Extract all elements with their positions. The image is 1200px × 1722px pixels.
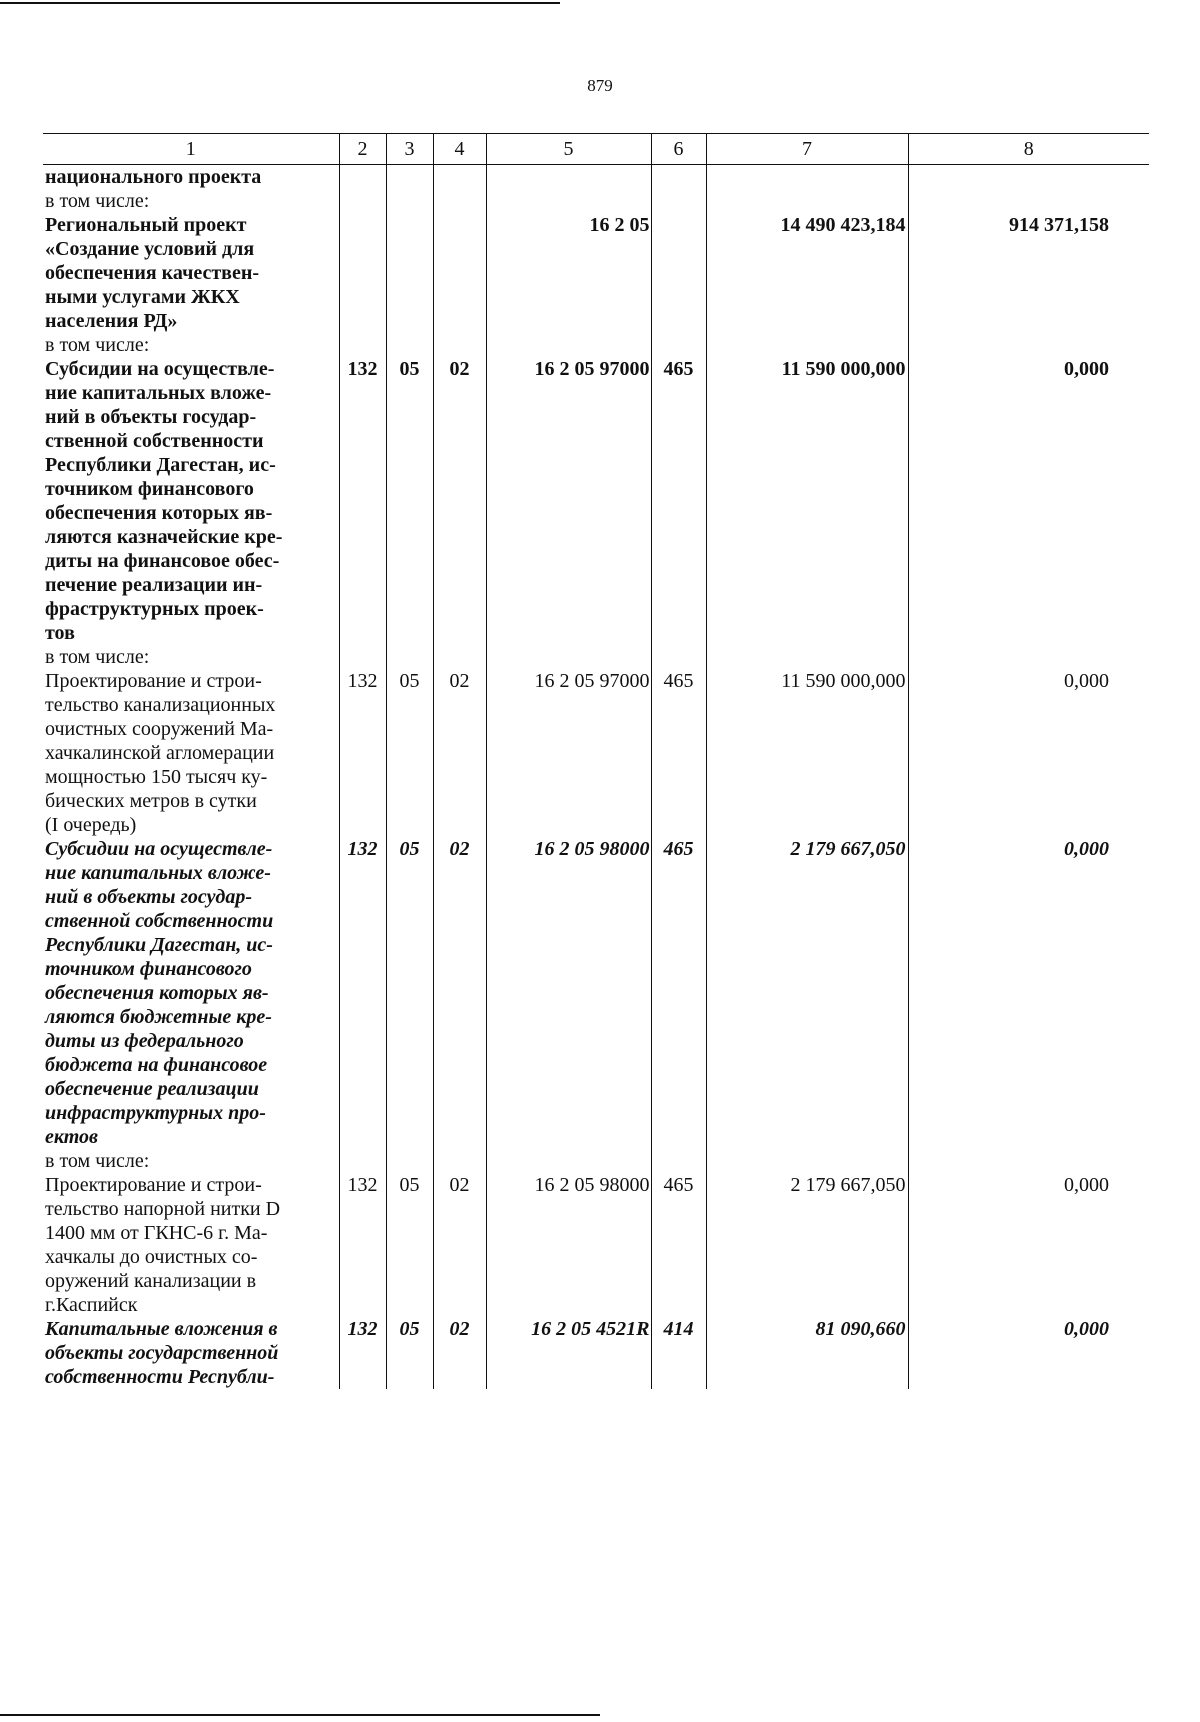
cell-amount-federal: 0,000 (908, 837, 1149, 1149)
cell-subsection (433, 165, 486, 190)
cell-ministry (339, 1149, 386, 1173)
header-col-5: 5 (486, 134, 651, 165)
cell-expense-type (651, 189, 706, 213)
row-name: Субсидии на осуществле- ние капитальных вложе- ний в объекты государ- ственной собственности Республики Дагестан, ис- точником финансового обеспечения которых яв- ляются бюджетные кре- диты из федерального бюджета на финансовое обеспечение реализации инфраструктурных про- ектов (45, 838, 274, 1148)
cell-section (386, 165, 433, 190)
row-name: в том числе: (45, 646, 150, 668)
cell-expense-type (651, 213, 706, 333)
cell-subsection (433, 189, 486, 213)
cell-ministry (339, 189, 386, 213)
cell-section (386, 1149, 433, 1173)
cell-subsection (433, 213, 486, 333)
header-col-6: 6 (651, 134, 706, 165)
cell-section (386, 213, 433, 333)
table-row (43, 669, 1149, 837)
row-name: Субсидии на осуществле- ние капитальных вложе- ний в объекты государ- ственной собственности Республики Дагестан, ис- точником финансового обеспечения которых яв- ляются казначейские кре- диты на финансовое обес- печение реализации ин- фраструктурных проек- тов (45, 358, 283, 644)
row-name: национального проекта (45, 166, 262, 188)
cell-section (386, 333, 433, 357)
cell-amount (706, 165, 908, 190)
cell-expense-type (651, 333, 706, 357)
cell-expense-type (651, 165, 706, 190)
cell-ministry (339, 645, 386, 669)
cell-expense-type (651, 1149, 706, 1173)
cell-expense-type: 465 (651, 1173, 706, 1317)
row-name: Проектирование и строи- тельство канализационных очистных сооружений Ма- хачкалинской агломерации мощностью 150 тысяч ку- бических метров в сутки (I очередь) (45, 670, 276, 836)
table-row (43, 1149, 1149, 1173)
cell-target-code: 16 2 05 (486, 213, 651, 333)
cell-amount-federal: 0,000 (908, 669, 1149, 837)
cell-target-code: 16 2 05 98000 (486, 1173, 651, 1317)
row-name: в том числе: (45, 1150, 150, 1172)
cell-amount (706, 189, 908, 213)
cell-target-code: 16 2 05 97000 (486, 669, 651, 837)
cell-section: 05 (386, 1317, 433, 1389)
header-col-3: 3 (386, 134, 433, 165)
cell-subsection (433, 645, 486, 669)
cell-section: 05 (386, 357, 433, 645)
cell-ministry (339, 333, 386, 357)
cell-ministry: 132 (339, 357, 386, 645)
cell-amount-federal: 914 371,158 (908, 213, 1149, 333)
table-row (43, 1317, 1149, 1389)
cell-ministry: 132 (339, 837, 386, 1149)
cell-subsection: 02 (433, 1317, 486, 1389)
cell-subsection: 02 (433, 669, 486, 837)
cell-section (386, 189, 433, 213)
table-row (43, 189, 1149, 213)
header-col-2: 2 (339, 134, 386, 165)
bottom-border-rule (0, 1714, 600, 1716)
table-header (43, 134, 1149, 165)
cell-ministry: 132 (339, 669, 386, 837)
cell-amount-federal (908, 165, 1149, 190)
cell-ministry (339, 213, 386, 333)
cell-amount: 2 179 667,050 (706, 1173, 908, 1317)
cell-section: 05 (386, 669, 433, 837)
table-row (43, 333, 1149, 357)
cell-expense-type: 414 (651, 1317, 706, 1389)
cell-amount (706, 1149, 908, 1173)
table-row (43, 1173, 1149, 1317)
table-row (43, 837, 1149, 1149)
row-name: Капитальные вложения в объекты государственной собственности Республи- (45, 1318, 279, 1388)
cell-section: 05 (386, 837, 433, 1149)
cell-amount (706, 645, 908, 669)
cell-amount-federal (908, 189, 1149, 213)
top-border-rule (0, 2, 560, 4)
cell-expense-type: 465 (651, 669, 706, 837)
cell-ministry: 132 (339, 1173, 386, 1317)
header-col-7: 7 (706, 134, 908, 165)
cell-amount-federal: 0,000 (908, 357, 1149, 645)
cell-subsection: 02 (433, 837, 486, 1149)
cell-amount-federal (908, 333, 1149, 357)
header-col-8: 8 (908, 134, 1149, 165)
cell-target-code (486, 645, 651, 669)
budget-table (43, 133, 1149, 1389)
row-name: в том числе: (45, 334, 150, 356)
table-row (43, 165, 1149, 190)
cell-amount-federal (908, 1149, 1149, 1173)
cell-target-code (486, 189, 651, 213)
cell-amount: 11 590 000,000 (706, 357, 908, 645)
cell-amount: 2 179 667,050 (706, 837, 908, 1149)
cell-amount-federal: 0,000 (908, 1173, 1149, 1317)
cell-subsection (433, 1149, 486, 1173)
cell-section: 05 (386, 1173, 433, 1317)
cell-amount: 11 590 000,000 (706, 669, 908, 837)
cell-target-code (486, 1149, 651, 1173)
row-name: Региональный проект «Создание условий для обеспечения качествен- ными услугами ЖКХ населения РД» (45, 214, 260, 332)
cell-ministry: 132 (339, 1317, 386, 1389)
cell-expense-type (651, 645, 706, 669)
cell-amount-federal (908, 645, 1149, 669)
table-body (43, 165, 1149, 1390)
row-name: Проектирование и строи- тельство напорной нитки D 1400 мм от ГКНС-6 г. Ма- хачкалы до очистных со- оружений канализации в г.Каспийск (45, 1174, 281, 1316)
page-number: 879 (587, 76, 613, 95)
cell-target-code: 16 2 05 98000 (486, 837, 651, 1149)
table-row (43, 357, 1149, 645)
cell-target-code (486, 333, 651, 357)
row-name: в том числе: (45, 190, 150, 212)
header-col-1: 1 (43, 134, 339, 165)
table-row (43, 645, 1149, 669)
cell-subsection (433, 333, 486, 357)
cell-amount: 81 090,660 (706, 1317, 908, 1389)
cell-target-code (486, 165, 651, 190)
cell-section (386, 645, 433, 669)
cell-subsection: 02 (433, 357, 486, 645)
cell-subsection: 02 (433, 1173, 486, 1317)
cell-amount (706, 333, 908, 357)
header-row (43, 134, 1149, 165)
cell-target-code: 16 2 05 97000 (486, 357, 651, 645)
cell-amount-federal: 0,000 (908, 1317, 1149, 1389)
cell-expense-type: 465 (651, 357, 706, 645)
table-row (43, 213, 1149, 333)
cell-amount: 14 490 423,184 (706, 213, 908, 333)
cell-expense-type: 465 (651, 837, 706, 1149)
cell-target-code: 16 2 05 4521R (486, 1317, 651, 1389)
header-col-4: 4 (433, 134, 486, 165)
cell-ministry (339, 165, 386, 190)
